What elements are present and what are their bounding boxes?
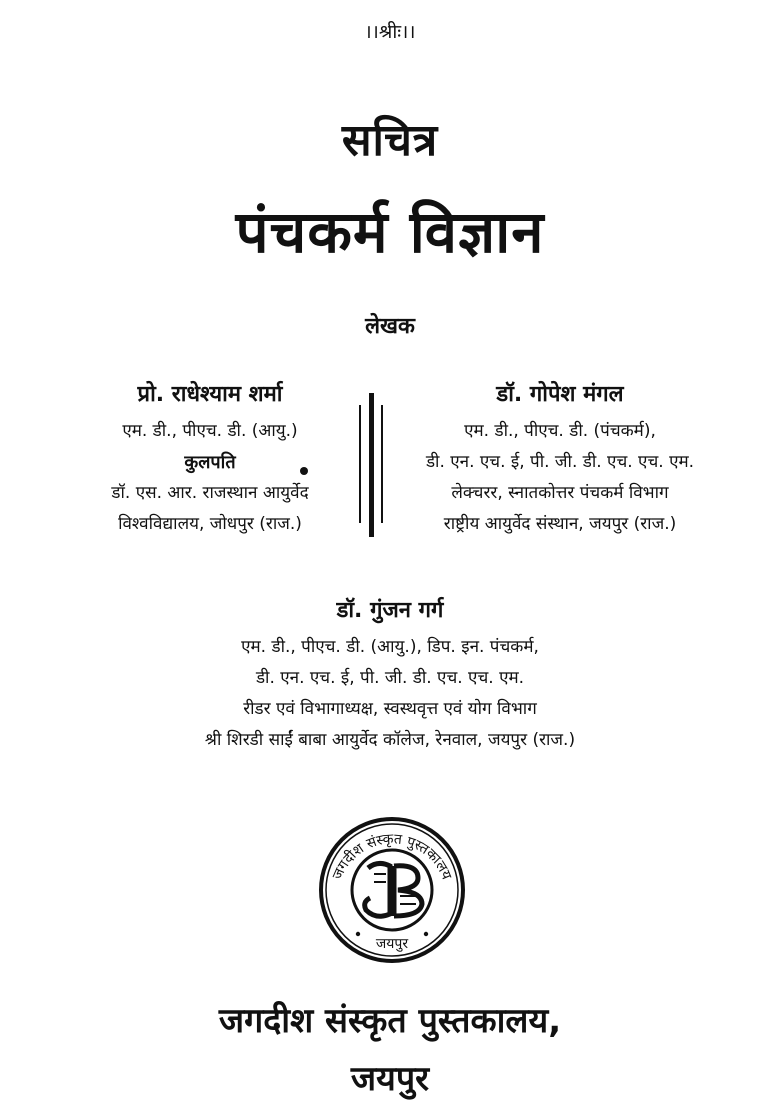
divider-line <box>369 393 374 537</box>
author-qualification: डी. एन. एच. ई, पी. जी. डी. एच. एच. एम. <box>255 668 525 688</box>
author-designation: कुलपति <box>184 452 236 473</box>
author-designation: रीडर एवं विभागाध्यक्ष, स्वस्थवृत्त एवं योग विभाग <box>243 699 537 719</box>
emblem-seal-icon <box>318 816 466 964</box>
author-qualification: एम. डी., पीएच. डी. (आयु.), डिप. इन. पंचकर्म, <box>241 637 539 657</box>
divider-line <box>359 405 361 523</box>
invocation: ।।श्रीः।। <box>364 21 416 43</box>
author-affiliation: विश्वविद्यालय, जोधपुर (राज.) <box>118 514 302 534</box>
author-designation: लेक्चरर, स्नातकोत्तर पंचकर्म विभाग <box>451 483 669 503</box>
author-affiliation: डॉ. एस. आर. राजस्थान आयुर्वेद <box>111 483 309 503</box>
author-name: प्रो. राधेश्याम शर्मा <box>137 382 283 407</box>
book-title: पंचकर्म विज्ञान <box>235 198 545 266</box>
publisher-emblem <box>318 816 466 964</box>
author-block-1 <box>60 380 360 540</box>
divider-line <box>381 405 383 523</box>
author-qualification: एम. डी., पीएच. डी. (पंचकर्म), <box>464 421 656 441</box>
author-name: डॉ. गुंजन गर्ग <box>336 598 444 623</box>
publisher-name: जगदीश संस्कृत पुस्तकालय, <box>218 1001 562 1041</box>
svg-text:जगदीश संस्कृत पुस्तकालय: जगदीश संस्कृत पुस्तकालय <box>329 831 455 883</box>
author-block-2 <box>385 380 735 540</box>
svg-text:जयपुर: जयपुर <box>375 936 409 952</box>
author-qualification: एम. डी., पीएच. डी. (आयु.) <box>122 421 298 441</box>
author-affiliation: श्री शिरडी साईं बाबा आयुर्वेद कॉलेज, रेनवाल, जयपुर (राज.) <box>204 730 576 750</box>
bullet-dot <box>300 467 308 475</box>
author-affiliation: राष्ट्रीय आयुर्वेद संस्थान, जयपुर (राज.) <box>443 514 677 534</box>
author-name: डॉ. गोपेश मंगल <box>496 382 624 407</box>
title-line-1: सचित्र <box>341 115 439 166</box>
author-block-3 <box>90 596 690 756</box>
author-qualification: डी. एन. एच. ई, पी. जी. डी. एच. एच. एम. <box>425 452 695 472</box>
publisher-city: जयपुर <box>350 1059 430 1099</box>
author-label: लेखक <box>365 314 415 339</box>
